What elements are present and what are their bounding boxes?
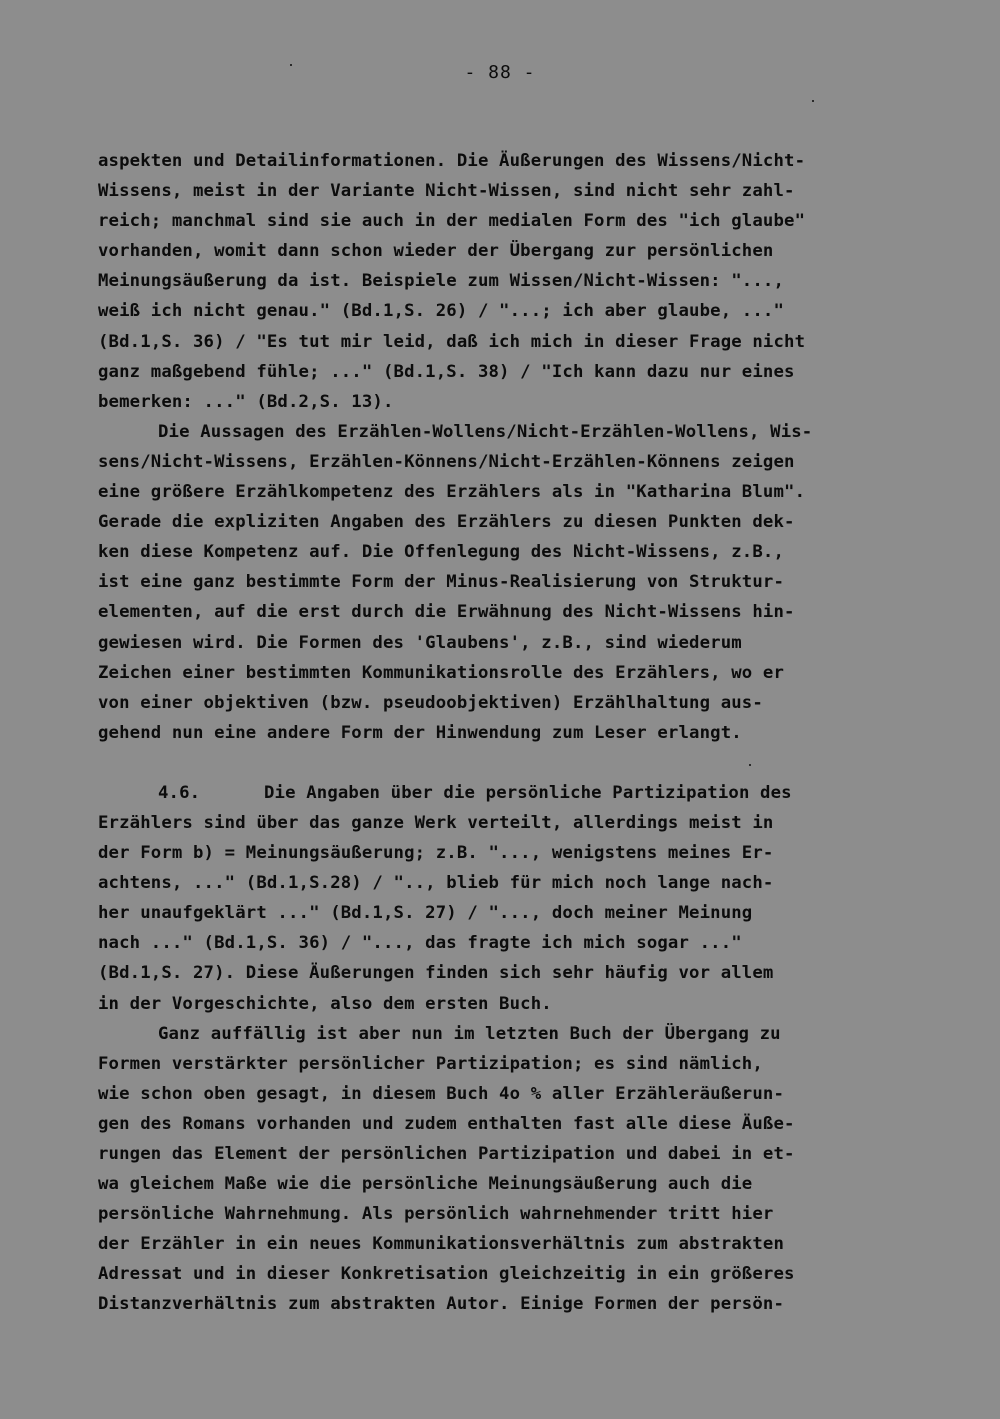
section-4-6 [98, 778, 918, 1019]
text-line: persönliche Wahrnehmung. Als persönlich wahrnehmender tritt hier [98, 1204, 774, 1225]
text-line: rungen das Element der persönlichen Partizipation und dabei in et- [98, 1144, 795, 1164]
text-line: Adressat und in dieser Konkretisation gleichzeitig in ein größeres [98, 1264, 795, 1285]
text-line: eine größere Erzählkompetenz des Erzählers als in "Katharina Blum". [98, 482, 806, 503]
text-line: von einer objektiven (bzw. pseudoobjektiven) Erzählhaltung aus- [98, 692, 763, 713]
paragraph-4 [98, 1019, 918, 1320]
text-line: gehend nun eine andere Form der Hinwendung zum Leser erlangt. [98, 722, 742, 743]
text-line: Zeichen einer bestimmten Kommunikationsrolle des Erzählers, wo er [98, 662, 785, 683]
text-line [98, 1019, 918, 1049]
text-line: nach ..." (Bd.1,S. 36) / "..., das fragte ich mich sogar ..." [98, 933, 742, 954]
text-line: Distanzverhältnis zum abstrakten Autor. Einige Formen der persön- [98, 1294, 785, 1315]
paragraph-1 [98, 146, 918, 417]
text-line [98, 417, 918, 447]
text-line: bemerken: ..." (Bd.2,S. 13). [98, 391, 394, 412]
body-text [98, 146, 918, 1320]
text-line: gen des Romans vorhanden und zudem enthalten fast alle diese Äuße- [98, 1113, 795, 1134]
text-line: (Bd.1,S. 36) / "Es tut mir leid, daß ich mich in dieser Frage nicht [98, 331, 806, 352]
text-line: Erzählers sind über das ganze Werk verteilt, allerdings meist in [98, 812, 774, 833]
text-line: ganz maßgebend fühle; ..." (Bd.1,S. 38) / "Ich kann dazu nur eines [98, 361, 795, 382]
page-number: - 88 - [464, 62, 536, 83]
text-line: Gerade die expliziten Angaben des Erzählers zu diesen Punkten dek- [98, 512, 795, 533]
text-line: der Form b) = Meinungsäußerung; z.B. "..., wenigstens meines Er- [98, 843, 774, 864]
text-line: Wissens, meist in der Variante Nicht-Wissen, sind nicht sehr zahl- [98, 181, 795, 202]
line-text: Die Aussagen des Erzählen-Wollens/Nicht-Erzählen-Wollens, Wis- [158, 421, 813, 442]
text-line: weiß ich nicht genau." (Bd.1,S. 26) / "...; ich aber glaube, ..." [98, 301, 785, 322]
text-line: ist eine ganz bestimmte Form der Minus-Realisierung von Struktur- [98, 572, 785, 593]
text-line: gewiesen wird. Die Formen des 'Glaubens', z.B., sind wiederum [98, 632, 742, 653]
paragraph-2 [98, 417, 918, 748]
section-heading-line [98, 778, 918, 808]
text-line: vorhanden, womit dann schon wieder der Übergang zur persönlichen [98, 241, 774, 262]
line-text: Die Angaben über die persönliche Partizipation des [264, 782, 792, 803]
text-line: ken diese Kompetenz auf. Die Offenlegung des Nicht-Wissens, z.B., [98, 542, 785, 563]
text-line: Formen verstärkter persönlicher Partizipation; es sind nämlich, [98, 1053, 763, 1074]
section-number: 4.6. [158, 782, 201, 803]
scan-speck [290, 64, 292, 66]
text-line: Meinungsäußerung da ist. Beispiele zum Wissen/Nicht-Wissen: "..., [98, 271, 785, 292]
scan-speck [749, 764, 751, 766]
section-spacer [98, 748, 918, 778]
line-text: Ganz auffällig ist aber nun im letzten Buch der Übergang zu [158, 1023, 781, 1044]
text-line: (Bd.1,S. 27). Diese Äußerungen finden sich sehr häufig vor allem [98, 963, 774, 984]
text-line: her unaufgeklärt ..." (Bd.1,S. 27) / "..., doch meiner Meinung [98, 903, 753, 924]
text-line: sens/Nicht-Wissens, Erzählen-Könnens/Nicht-Erzählen-Könnens zeigen [98, 451, 795, 472]
scan-speck [812, 100, 814, 102]
text-line: der Erzähler in ein neues Kommunikationsverhältnis zum abstrakten [98, 1234, 785, 1255]
text-line: wa gleichem Maße wie die persönliche Meinungsäußerung auch die [98, 1174, 753, 1195]
text-line: wie schon oben gesagt, in diesem Buch 4o % aller Erzähleräußerun- [98, 1083, 785, 1104]
text-line: in der Vorgeschichte, also dem ersten Buch. [98, 993, 552, 1014]
text-line: reich; manchmal sind sie auch in der medialen Form des "ich glaube" [98, 211, 806, 232]
text-line: aspekten und Detailinformationen. Die Äußerungen des Wissens/Nicht- [98, 151, 806, 171]
text-line: achtens, ..." (Bd.1,S.28) / ".., blieb für mich noch lange nach- [98, 873, 774, 894]
text-line: elementen, auf die erst durch die Erwähnung des Nicht-Wissens hin- [98, 602, 795, 623]
